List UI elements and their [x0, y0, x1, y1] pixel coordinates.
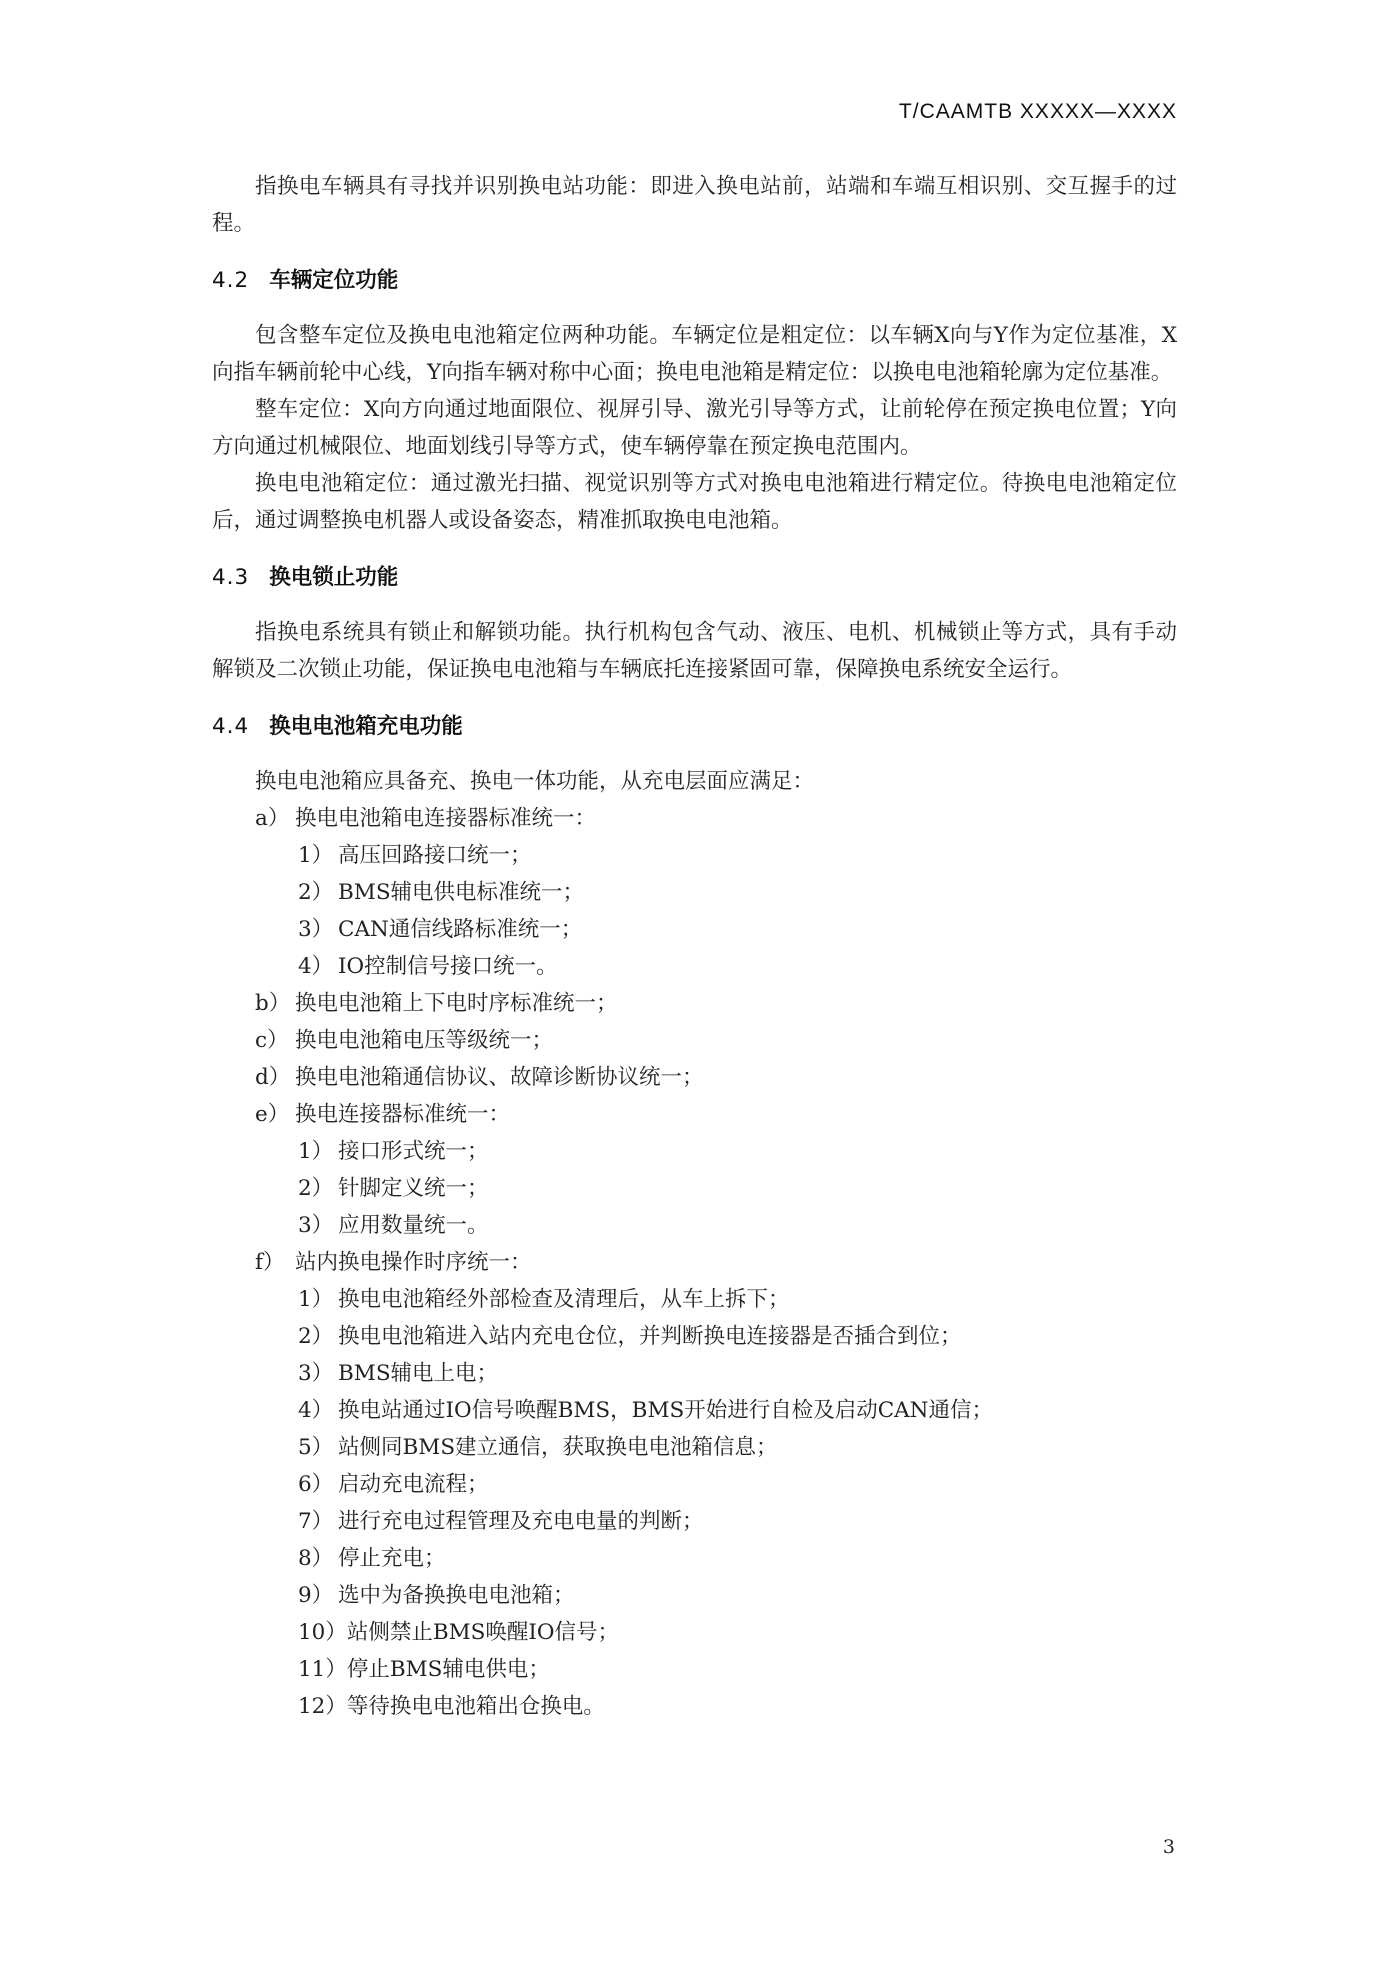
list-item: 3） BMS辅电上电； — [298, 1361, 499, 1386]
list-item: a） 换电电池箱电连接器标准统一： — [255, 806, 597, 831]
list-item: 5） 站侧同BMS建立通信，获取换电电池箱信息； — [298, 1435, 778, 1460]
list-item: d） 换电电池箱通信协议、故障诊断协议统一； — [255, 1065, 704, 1090]
list-item: 1） 接口形式统一； — [298, 1139, 489, 1164]
section-number: 4.4 — [212, 714, 250, 739]
list-item: 3） CAN通信线路标准统一； — [298, 917, 583, 942]
section-title: 换电电池箱充电功能 — [269, 714, 463, 739]
list-item: 8） 停止充电； — [298, 1546, 446, 1571]
list-item: f） 站内换电操作时序统一： — [255, 1250, 532, 1275]
section-4-3-heading — [212, 559, 1177, 596]
document-body — [212, 168, 1177, 1725]
list-item: 4） 换电站通过IO信号唤醒BMS，BMS开始进行自检及启动CAN通信； — [298, 1398, 993, 1423]
list-item: 3） 应用数量统一。 — [298, 1213, 489, 1238]
intro-paragraph: 指换电车辆具有寻找并识别换电站功能：即进入换电站前，站端和车端互相识别、交互握手的过程。 — [212, 174, 1177, 236]
list-item: 11）停止BMS辅电供电； — [298, 1657, 550, 1682]
section-number: 4.2 — [212, 268, 250, 293]
section-title: 换电锁止功能 — [269, 565, 399, 590]
section-4-4-paragraph-1: 换电电池箱应具备充、换电一体功能，从充电层面应满足： — [255, 769, 815, 794]
list-item: 9） 选中为备换换电电池箱； — [298, 1583, 575, 1608]
list-item: 10）站侧禁止BMS唤醒IO信号； — [298, 1620, 620, 1645]
section-4-2-heading — [212, 262, 1177, 299]
section-4-2-paragraph-3: 换电电池箱定位：通过激光扫描、视觉识别等方式对换电电池箱进行精定位。待换电电池箱定位后，通过调整换电机器人或设备姿态，精准抓取换电电池箱。 — [212, 471, 1177, 533]
section-title: 车辆定位功能 — [269, 268, 399, 293]
list-item: b） 换电电池箱上下电时序标准统一； — [255, 991, 618, 1016]
section-4-4-heading — [212, 708, 1177, 745]
list-item: c） 换电电池箱电压等级统一； — [255, 1028, 554, 1053]
list-item: 1） 换电电池箱经外部检查及清理后，从车上拆下； — [298, 1287, 790, 1312]
list-item: 2） 针脚定义统一； — [298, 1176, 489, 1201]
section-4-2-paragraph-1: 包含整车定位及换电电池箱定位两种功能。车辆定位是粗定位：以车辆X向与Y作为定位基准，X向指车辆前轮中心线，Y向指车辆对称中心面；换电电池箱是精定位：以换电电池箱轮廓为定位基准。 — [212, 323, 1177, 385]
list-item: 12）等待换电电池箱出仓换电。 — [298, 1694, 605, 1719]
list-item: 6） 启动充电流程； — [298, 1472, 489, 1497]
list-item: 4） IO控制信号接口统一。 — [298, 954, 558, 979]
list-item: 2） 换电电池箱进入站内充电仓位，并判断换电连接器是否插合到位； — [298, 1324, 962, 1349]
list-item: e） 换电连接器标准统一： — [255, 1102, 511, 1127]
requirements-list — [212, 800, 1177, 1725]
list-item: 1） 高压回路接口统一； — [298, 843, 532, 868]
section-number: 4.3 — [212, 565, 250, 590]
page-number: 3 — [1162, 1836, 1175, 1858]
list-item: 2） BMS辅电供电标准统一； — [298, 880, 585, 905]
document-code-header: T/CAAMTB XXXXX—XXXX — [898, 100, 1177, 123]
section-4-2-paragraph-2: 整车定位：X向方向通过地面限位、视屏引导、激光引导等方式，让前轮停在预定换电位置；Y向方向通过机械限位、地面划线引导等方式，使车辆停靠在预定换电范围内。 — [212, 397, 1177, 459]
section-4-3-paragraph-1: 指换电系统具有锁止和解锁功能。执行机构包含气动、液压、电机、机械锁止等方式，具有手动解锁及二次锁止功能，保证换电电池箱与车辆底托连接紧固可靠，保障换电系统安全运行。 — [212, 620, 1177, 682]
list-item: 7） 进行充电过程管理及充电电量的判断； — [298, 1509, 704, 1534]
